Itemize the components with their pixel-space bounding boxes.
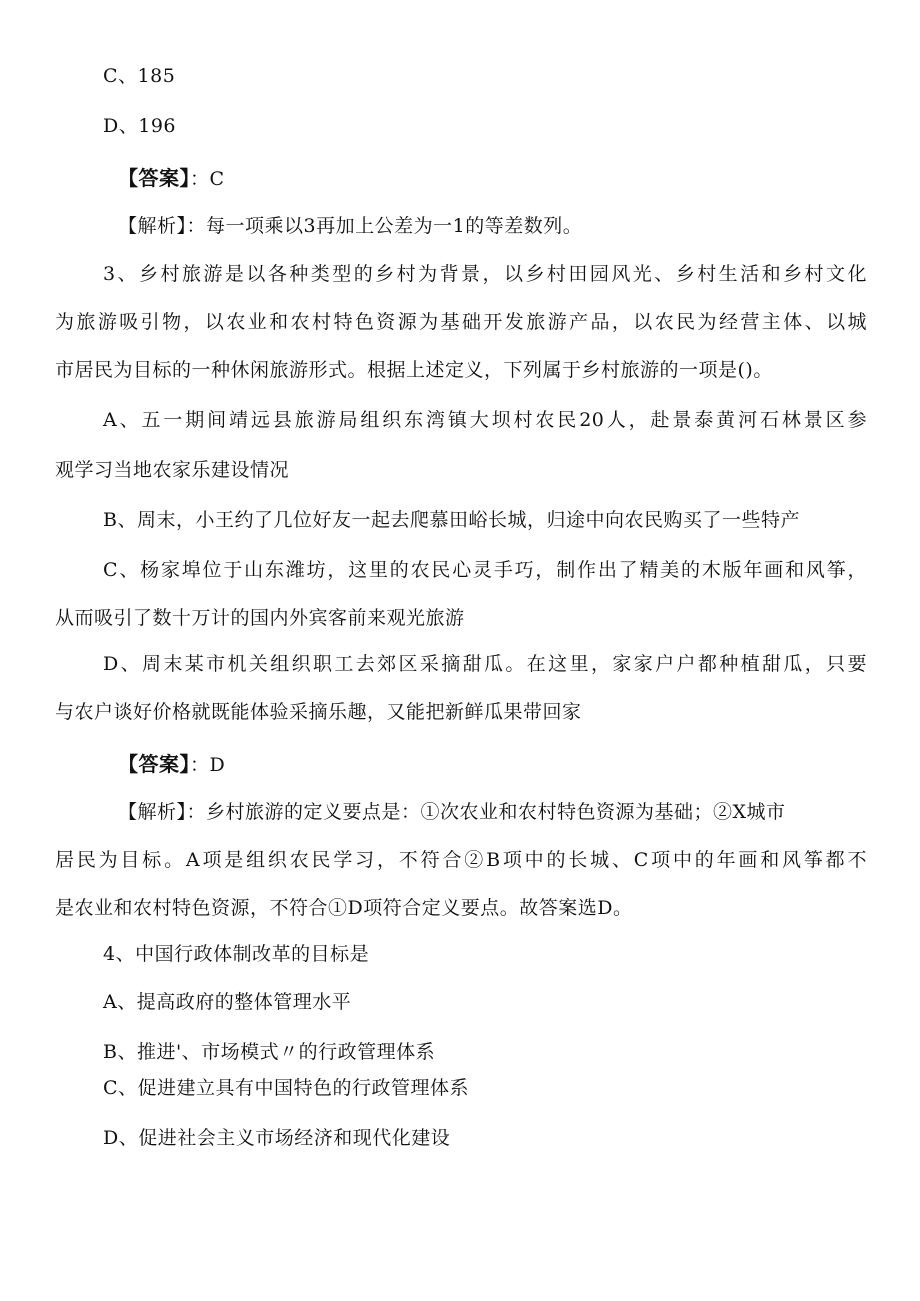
q3-stem-line2: 为旅游吸引物，以农业和农村特色资源为基础开发旅游产品，以农民为经营主体、以城: [55, 311, 867, 333]
q3-stem-line3: 市居民为目标的一种休闲旅游形式。根据上述定义，下列属于乡村旅游的一项是()。: [55, 359, 773, 381]
q4-option-c: C、促进建立具有中国特色的行政管理体系: [103, 1077, 470, 1099]
analysis-text: ：每一项乘以3再加上公差为一1的等差数列。: [186, 215, 583, 237]
q3-option-d-line1: D、周末某市机关组织职工去郊区采摘甜瓜。在这里，家家户户都种植甜瓜，只要: [103, 653, 867, 675]
q3-answer: [118, 752, 225, 777]
q4-option-d: D、促进社会主义市场经济和现代化建设: [103, 1127, 451, 1149]
q3-option-d-line2: 与农户谈好价格就既能体验采摘乐趣，又能把新鲜瓜果带回家: [55, 701, 582, 723]
prev-option-d: D、196: [103, 115, 176, 137]
analysis-text: ：乡村旅游的定义要点是：①次农业和农村特色资源为基础；②X城市: [186, 801, 786, 823]
q4-option-b: B、推进'、市场模式〃的行政管理体系: [103, 1041, 436, 1063]
q3-option-c-line2: 从而吸引了数十万计的国内外宾客前来观光旅游: [55, 607, 465, 629]
q3-option-c-line1: C、杨家埠位于山东潍坊，这里的农民心灵手巧，制作出了精美的木版年画和风筝，: [103, 559, 867, 581]
prev-answer: [118, 166, 225, 191]
q3-option-b: B、周末，小王约了几位好友一起去爬慕田峪长城，归途中向农民购买了一些特产: [103, 509, 800, 531]
q3-analysis-line3: 是农业和农村特色资源，不符合①D项符合定义要点。故答案选D。: [55, 897, 633, 919]
analysis-label: 【解析】: [118, 801, 187, 823]
q3-option-a-line1: A、五一期间靖远县旅游局组织东湾镇大坝村农民20人，赴景泰黄河石林景区参: [103, 409, 867, 431]
analysis-label: 【解析】: [118, 215, 187, 237]
answer-label: 【答案】: [118, 166, 190, 190]
q4-stem: 4、中国行政体制改革的目标是: [103, 943, 370, 965]
answer-value: ：C: [190, 168, 225, 190]
answer-value: ：D: [190, 754, 226, 776]
q4-option-a: A、提高政府的整体管理水平: [103, 991, 352, 1013]
prev-analysis: [118, 214, 582, 238]
q3-option-a-line2: 观学习当地农家乐建设情况: [55, 459, 290, 481]
answer-label: 【答案】: [118, 752, 190, 776]
prev-option-c: C、185: [103, 65, 176, 87]
q3-analysis-line1: [118, 800, 868, 824]
q3-stem-line1: 3、乡村旅游是以各种类型的乡村为背景，以乡村田园风光、乡村生活和乡村文化: [103, 263, 867, 285]
q3-analysis-line2: 居民为目标。A项是组织农民学习，不符合②B项中的长城、C项中的年画和风筝都不: [55, 849, 867, 871]
